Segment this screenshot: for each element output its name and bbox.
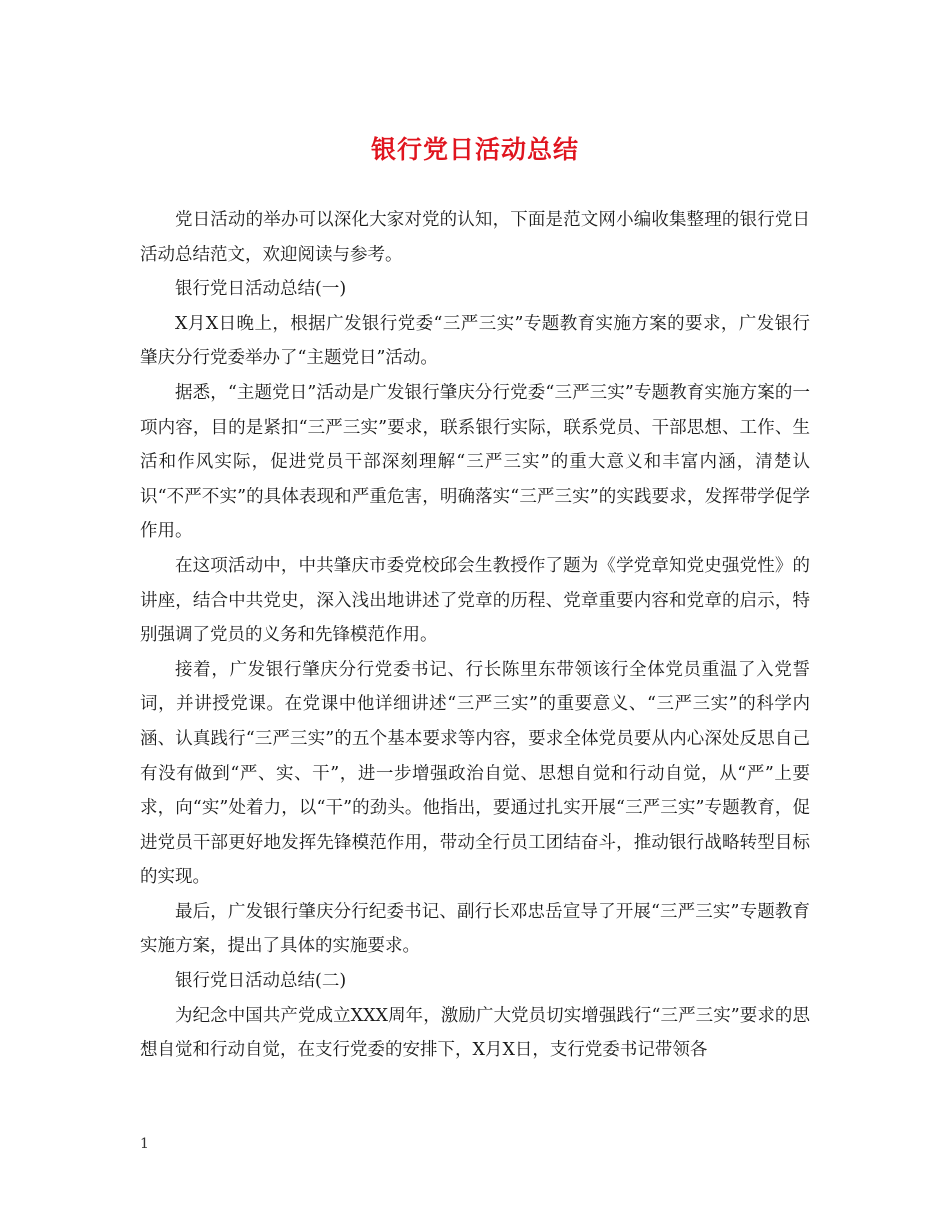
paragraph-intro: 党日活动的举办可以深化大家对党的认知，下面是范文网小编收集整理的银行党日活动总结范文，欢迎阅读与参考。 [140,210,810,265]
paragraph: 为纪念中国共产党成立XXX周年，激励广大党员切实增强践行“三严三实”要求的思想自觉和行动自觉，在支行党委的安排下，X月X日，支行党委书记带领各 [140,1005,810,1061]
paragraph: 在这项活动中，中共肇庆市委党校邱会生教授作了题为《学党章知党史强党性》的讲座，结合中共党史，深入浅出地讲述了党章的历程、党章重要内容和党章的启示，特别强调了党员的义务和先锋模范作用。 [140,555,810,646]
section-heading-2: 银行党日活动总结(二) [175,971,347,992]
section-heading-1: 银行党日活动总结(一) [175,279,347,300]
page-number: 1 [140,1136,149,1152]
paragraph: 据悉，“主题党日”活动是广发银行肇庆分行党委“三严三实”专题教育实施方案的一项内容，目的是紧扣“三严三实”要求，联系银行实际，联系党员、干部思想、工作、生活和作风实际，促进党员干部深刻理解“三严三实”的重大意义和丰富内涵，清楚认识“不严不实”的具体表现和严重危害，明确落实“三严三实”的实践要求，发挥带学促学作用。 [140,382,810,542]
document-body [140,203,810,1068]
document-title: 银行党日活动总结 [370,135,579,164]
paragraph: 接着，广发银行肇庆分行党委书记、行长陈里东带领该行全体党员重温了入党誓词，并讲授党课。在党课中他详细讲述“三严三实”的重要意义、“三严三实”的科学内涵、认真践行“三严三实”的五个基本要求等内容，要求全体党员要从内心深处反思自己有没有做到“严、实、干”，进一步增强政治自觉、思想自觉和行动自觉，从“严”上要求，向“实”处着力，以“干”的劲头。他指出，要通过扎实开展“三严三实”专题教育，促进党员干部更好地发挥先锋模范作用，带动全行员工团结奋斗，推动银行战略转型目标的实现。 [140,659,810,888]
paragraph: 最后，广发银行肇庆分行纪委书记、副行长邓忠岳宣导了开展“三严三实”专题教育实施方案，提出了具体的实施要求。 [140,901,810,957]
paragraph: X月X日晚上，根据广发银行党委“三严三实”专题教育实施方案的要求，广发银行肇庆分行党委举办了“主题党日”活动。 [140,313,810,369]
